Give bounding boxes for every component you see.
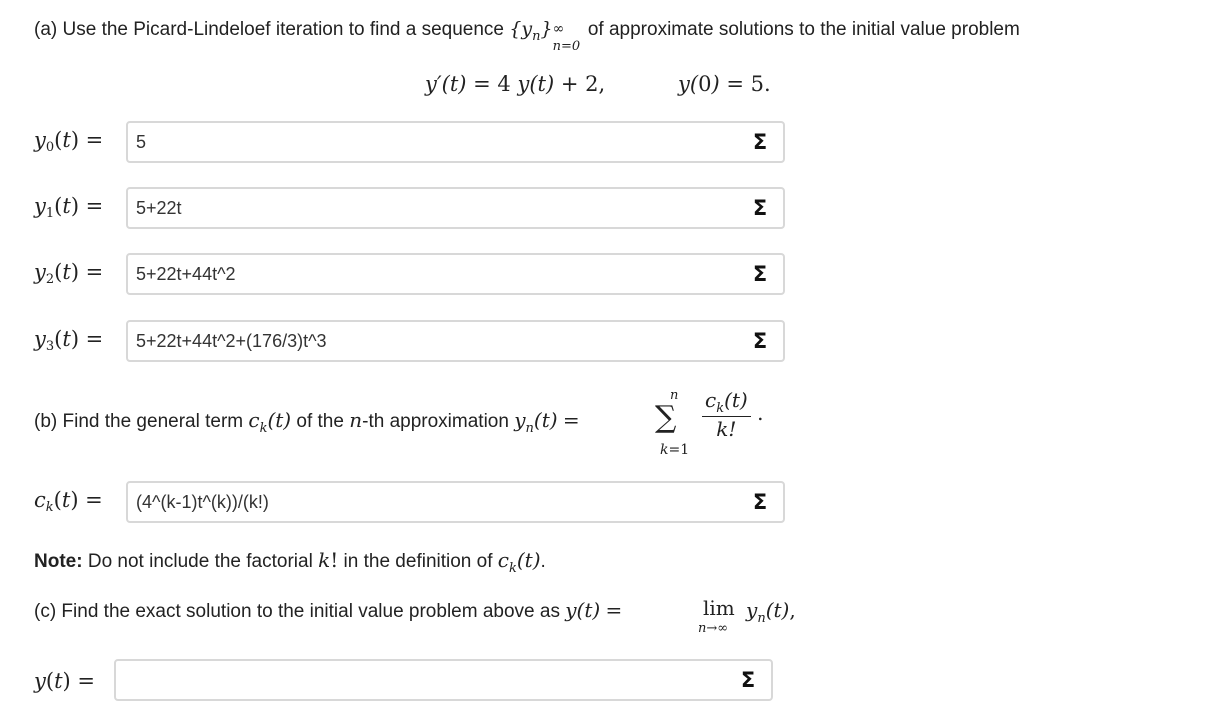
sum-symbol: ∑ — [655, 400, 677, 435]
y3-input[interactable] — [136, 322, 716, 360]
y1-label: $y_1(t)$ = — [34, 194, 104, 221]
sum-fraction: $\frac{c_k(t)}{k!}$ . — [702, 388, 763, 441]
ck-input[interactable] — [136, 483, 716, 521]
sigma-icon[interactable]: Σ — [752, 196, 768, 220]
sigma-icon[interactable]: Σ — [740, 668, 756, 692]
sum-upper: n — [670, 388, 679, 403]
y1-input[interactable] — [136, 189, 716, 227]
limit-argument: $y_n(t)$, — [746, 598, 796, 626]
y0-field[interactable] — [126, 121, 785, 163]
limit-operator: lim — [703, 596, 735, 620]
y3-label: $y_3(t)$ = — [34, 327, 104, 354]
sigma-icon[interactable]: Σ — [752, 262, 768, 286]
y3-field[interactable] — [126, 320, 785, 362]
y-label: y(t) = — [34, 669, 95, 693]
y1-field[interactable] — [126, 187, 785, 229]
sum-lower: k=1 — [660, 442, 690, 458]
y0-input[interactable] — [136, 123, 716, 161]
ck-field[interactable] — [126, 481, 785, 523]
part-a-prompt: (a) Use the Picard-Lindeloef iteration to find a sequence $\{y_n\}$ ∞ n=0 of approximate solutions to the initial value problem — [34, 18, 1020, 54]
part-c-prompt: (c) Find the exact solution to the initial value problem above as y(t) = — [34, 598, 623, 622]
sigma-icon[interactable]: Σ — [752, 329, 768, 353]
ode-equation: y′(t) = 4 y(t) + 2, — [425, 72, 606, 96]
ck-label: $c_k(t)$ = — [34, 488, 103, 515]
sigma-icon[interactable]: Σ — [752, 130, 768, 154]
y2-field[interactable] — [126, 253, 785, 295]
y-field[interactable] — [114, 659, 773, 701]
y0-label: $y_0(t)$ = — [34, 128, 104, 155]
y2-input[interactable] — [136, 255, 716, 293]
y-input[interactable] — [124, 661, 704, 699]
limit-subscript: n→∞ — [698, 621, 729, 636]
sigma-icon[interactable]: Σ — [752, 490, 768, 514]
y2-label: $y_2(t)$ = — [34, 260, 104, 287]
part-b-prompt: (b) Find the general term $c_k(t)$ of the n-th approximation $y_n(t)$ = — [34, 408, 580, 436]
initial-condition: y(0) = 5. — [678, 72, 771, 96]
note-text: Note: Do not include the factorial k! in the definition of $c_k(t)$. — [34, 548, 546, 576]
sequence-notation: $\{y_n\}$ ∞ n=0 — [509, 18, 581, 54]
